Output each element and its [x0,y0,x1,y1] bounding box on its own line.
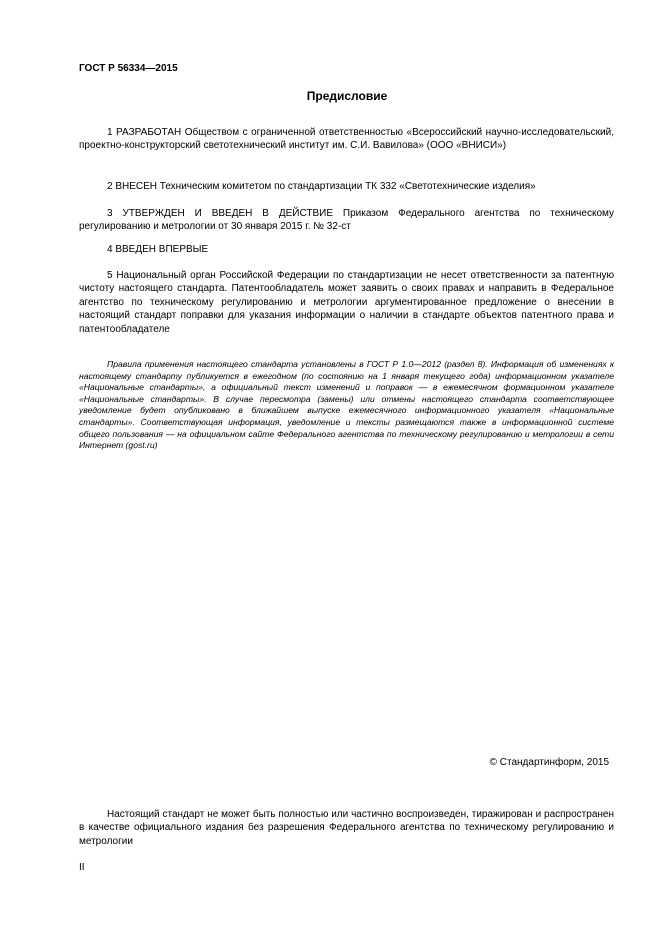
standard-id-header: ГОСТ Р 56334—2015 [79,63,178,74]
paragraph-submitted: 2 ВНЕСЕН Техническим комитетом по стандартизации ТК 332 «Светотехнические изделия» [107,181,536,192]
copyright: © Стандартинформ, 2015 [489,757,609,768]
page-number: II [79,862,85,873]
reproduction-notice: Настоящий стандарт не может быть полностью или частично воспроизведен, тиражирован и распространен в качестве официального издания без разрешения Федерального агентства по техническому регулированию и метрологии [79,809,614,847]
application-rules-note: Правила применения настоящего стандарта установлены в ГОСТ Р 1.0—2012 (раздел 8). Информация об изменениях к настоящему стандарту публикуется в ежегодном (по состоянию на 1 января текущего года) информационном указателе «Национальные стандарты», а официальный текст изменений и поправок — в ежемесячном формационном указателе «Национальные стандарты». В случае пересмотра (замены) или отмены настоящего стандарта соответствующее уведомление будет опубликовано в ближайшем выпуске ежемесячного информационного указателя «Национальные стандарты». Соответствующая информация, уведомление и тексты размещаются также в информационной системе общего пользования — на официальном сайте Федерального агентства по техническому регулированию и метрологии в сети Интернет (gost.ru) [79,359,614,451]
paragraph-approved: 3 УТВЕРЖДЕН И ВВЕДЕН В ДЕЙСТВИЕ Приказом Федерального агентства по техническому регулированию и метрологии от 30 января 2015 г. № 32-ст [79,208,614,233]
paragraph-patent-notice: 5 Национальный орган Российской Федерации по стандартизации не несет ответственности за патентную чистоту настоящего стандарта. Патентообладатель может заявить о своих правах и направить в Федеральное агентство по техническому регулированию и метрологии аргументированное предложение о внесении в настоящий стандарт поправки для указания информации о наличии в стандарте объектов патентного права и патентообладателе [79,270,614,335]
page-title: Предисловие [306,89,388,103]
paragraph-introduced: 4 ВВЕДЕН ВПЕРВЫЕ [107,244,209,255]
paragraph-developer: 1 РАЗРАБОТАН Обществом с ограниченной ответственностью «Всероссийский научно-исследовательский, проектно-конструкторский светотехнический институт им. С.И. Вавилова» (ООО «ВНИСИ») [79,127,614,152]
